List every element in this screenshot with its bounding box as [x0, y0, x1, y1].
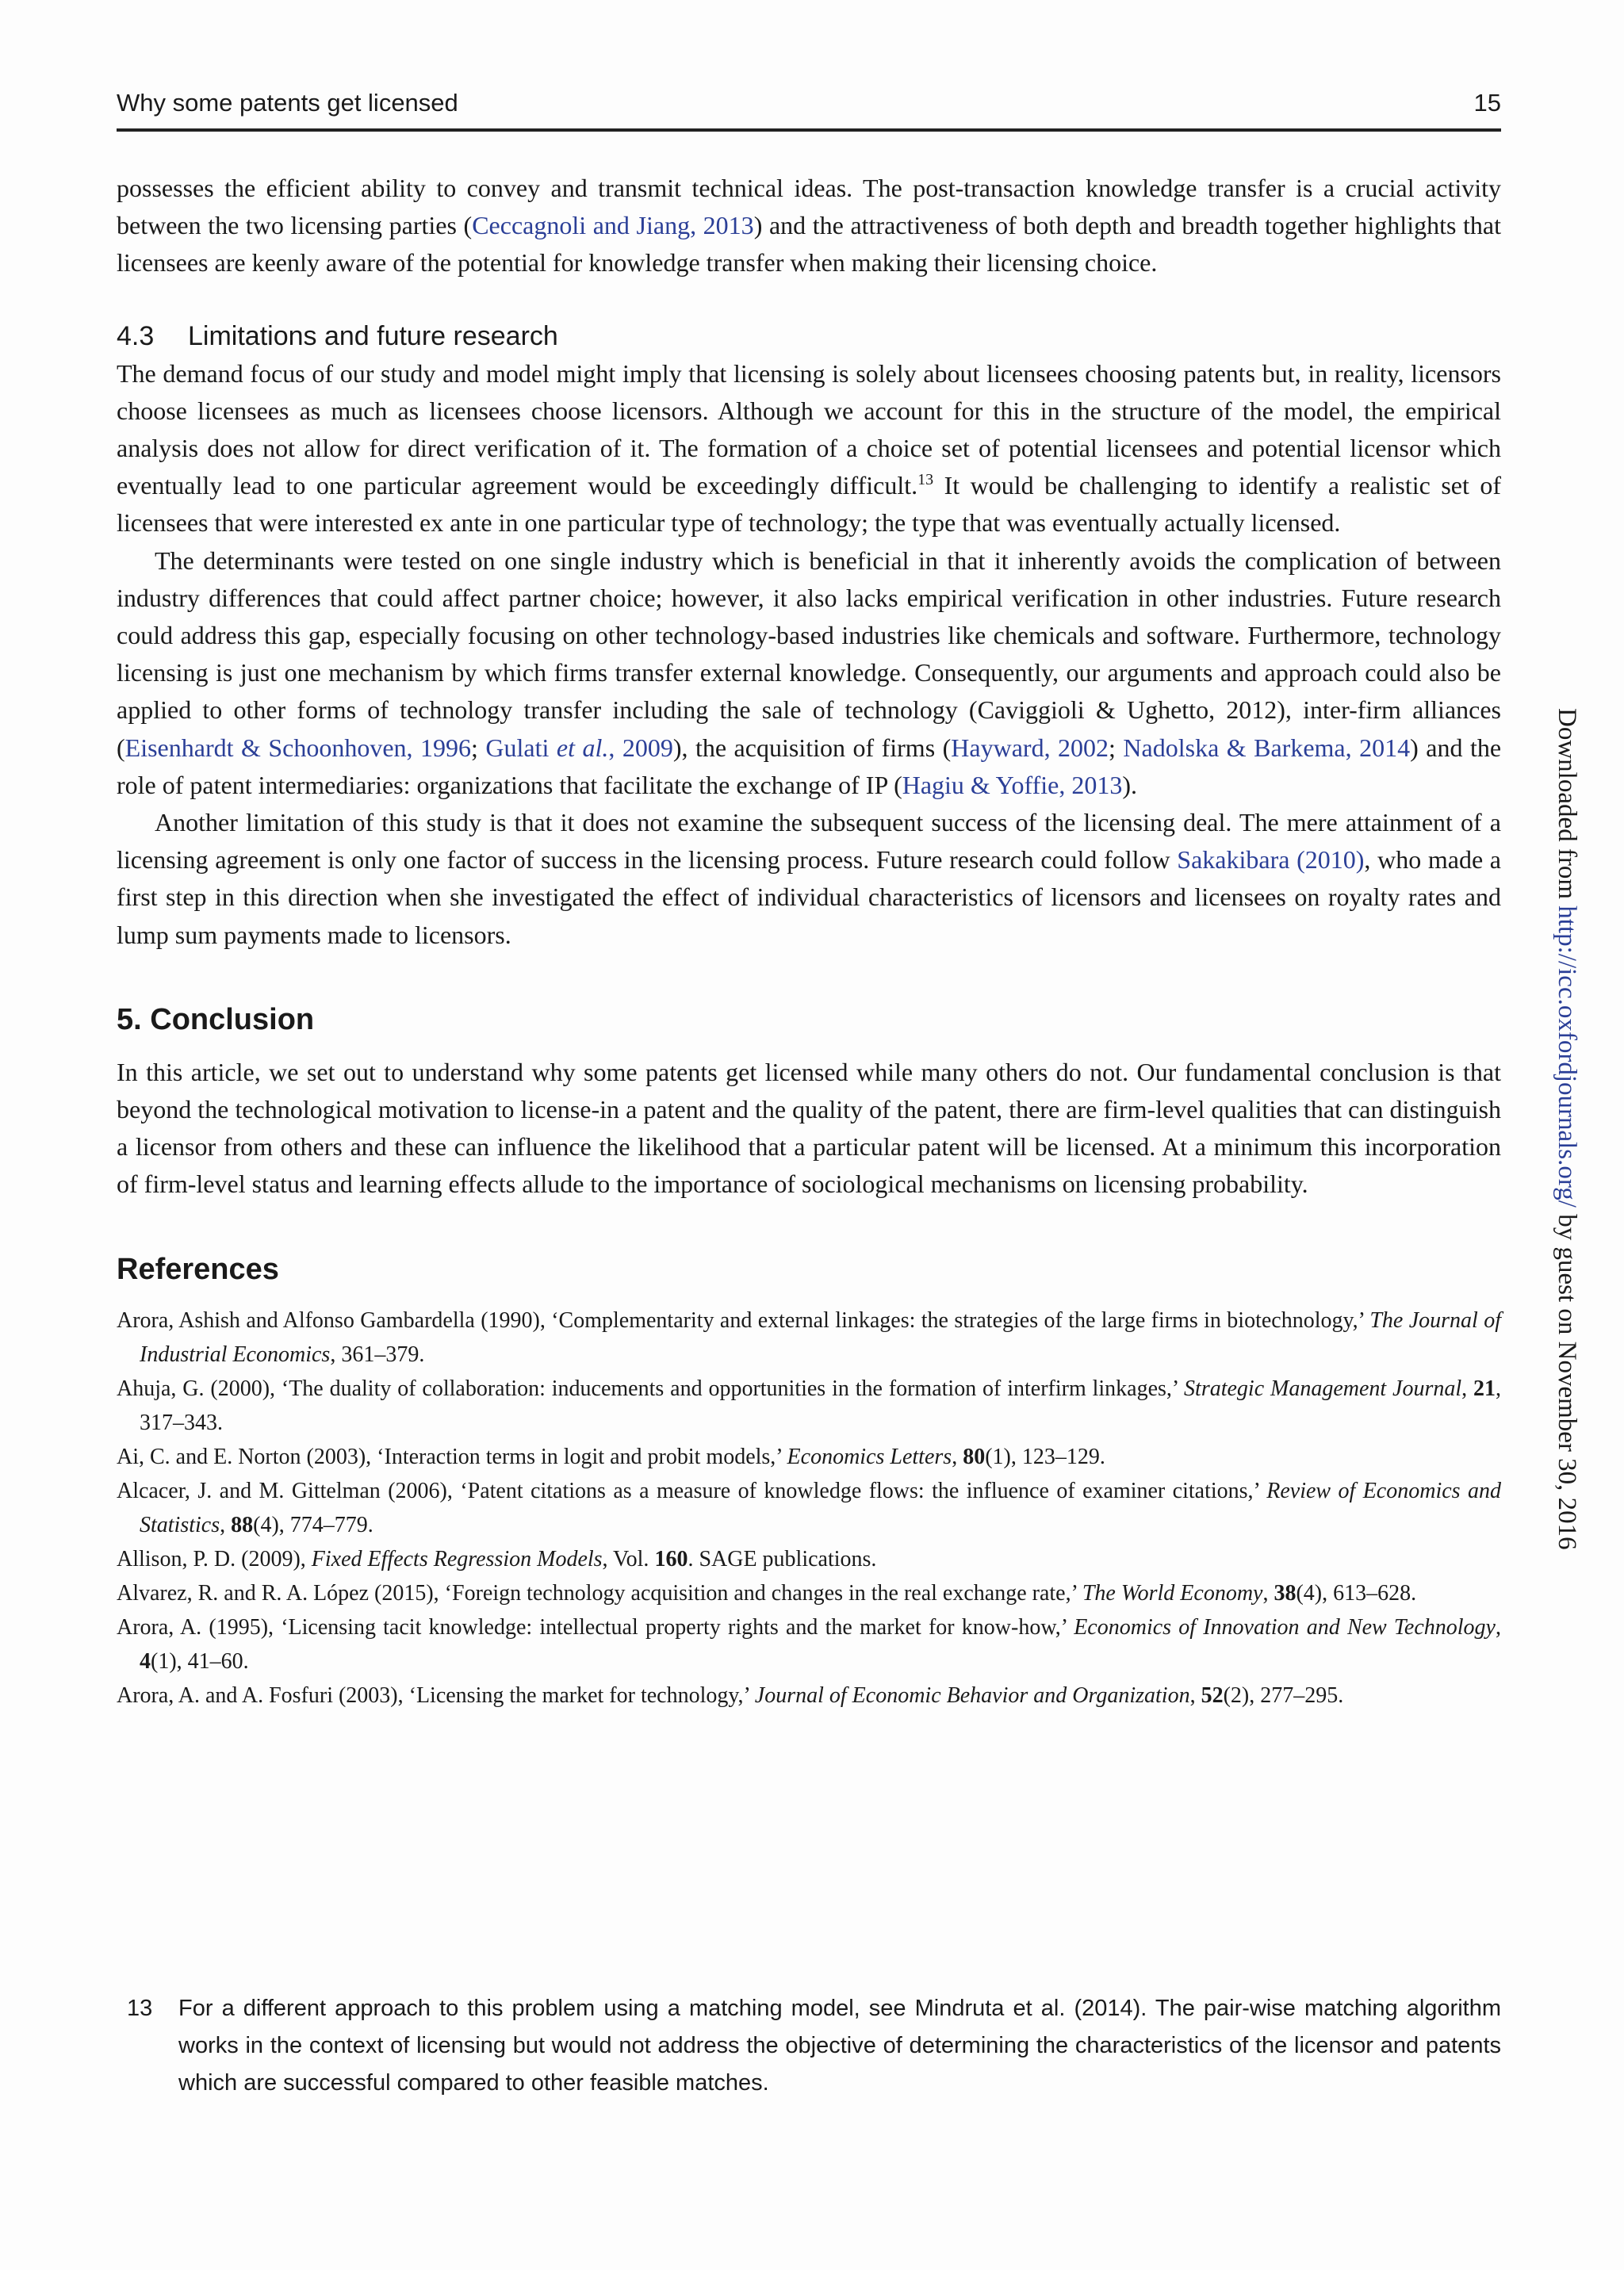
citation-nadolska-barkema[interactable]: Nadolska & Barkema, 2014	[1123, 733, 1411, 762]
download-watermark: Downloaded from http://icc.oxfordjournals.org/ by guest on November 30, 2016	[1553, 708, 1581, 1550]
running-title: Why some patents get licensed	[117, 89, 458, 117]
citation-hagiu-yoffie[interactable]: Hagiu & Yoffie, 2013	[902, 770, 1123, 799]
citation-gulati[interactable]: Gulati et al., 2009	[485, 733, 673, 762]
citation-ceccagnoli-jiang[interactable]: Ceccagnoli and Jiang, 2013	[472, 211, 754, 240]
journal-link[interactable]: http://icc.oxfordjournals.org/	[1553, 905, 1581, 1208]
running-header	[117, 89, 1501, 132]
section-heading-conclusion: 5. Conclusion	[117, 1002, 315, 1036]
references-heading: References	[117, 1252, 279, 1286]
reference-item: Alvarez, R. and R. A. López (2015), ‘Foreign technology acquisition and changes in the real exchange rate,’ The World Economy, 38(4), 613–628.	[117, 1580, 1417, 1606]
citation-hayward[interactable]: Hayward, 2002	[951, 733, 1109, 762]
reference-list	[117, 1303, 1501, 1713]
footnote-marker[interactable]: 13	[917, 471, 934, 489]
reference-item: Ahuja, G. (2000), ‘The duality of collaboration: inducements and opportunities in the formation of interfirm linkages,’ Strategic Management Journal, 21, 317–343.	[117, 1376, 1502, 1435]
reference-item: Arora, A. and A. Fosfuri (2003), ‘Licensing the market for technology,’ Journal of Economic Behavior and Organization, 52(2), 277–295.	[117, 1682, 1344, 1708]
paragraph-knowledge-transfer: possesses the efficient ability to convey and transmit technical ideas. The post-transaction knowledge transfer is a crucial activity between the two licensing parties (Ceccagnoli and Jiang, 2013) and the attractiveness of both depth and breadth together highlights that licensees are keenly aware of the potential for knowledge transfer when making their licensing choice.	[117, 174, 1502, 278]
reference-item: Alcacer, J. and M. Gittelman (2006), ‘Patent citations as a measure of knowledge flows: the influence of examiner citations,’ Review of Economics and Statistics, 88(4), 774–779.	[117, 1478, 1501, 1537]
section-heading-4-3: 4.3 Limitations and future research	[117, 320, 558, 351]
reference-item: Arora, Ashish and Alfonso Gambardella (1990), ‘Complementarity and external linkages: the strategies of the large firms in biotechnology,’ The Journal of Industrial Economics, 361–379.	[117, 1307, 1501, 1367]
reference-item: Allison, P. D. (2009), Fixed Effects Regression Models, Vol. 160. SAGE publications.	[117, 1546, 877, 1571]
paragraph-conclusion: In this article, we set out to understand why some patents get licensed while many others do not. Our fundamental conclusion is that beyond the technological motivation to license-in a patent and the quality of the patent, there are firm-level qualities that can distinguish a licensor from others and these can influence the likelihood that a particular patent will be licensed. At a minimum this incorporation of firm-level status and learning effects allude to the importance of sociological mechanisms on licensing probability.	[117, 1057, 1501, 1199]
paragraph-determinants: The determinants were tested on one single industry which is beneficial in that it inherently avoids the complication of between industry differences that could affect partner choice; however, it also lacks empirical verification in other industries. Future research could address this gap, especially focusing on other technology-based industries like chemicals and software. Furthermore, technology licensing is just one mechanism by which firms transfer external knowledge. Consequently, our arguments and approach could also be applied to other forms of technology transfer including the sale of technology (Caviggioli & Ughetto, 2012), inter-firm alliances (Eisenhardt & Schoonhoven, 1996; Gulati et al., 2009), the acquisition of firms (Hayward, 2002; Nadolska & Barkema, 2014) and the role of patent intermediaries: organizations that facilitate the exchange of IP (Hagiu & Yoffie, 2013).	[117, 545, 1502, 799]
article-body	[117, 170, 1501, 1713]
footnote-text: For a different approach to this problem using a matching model, see Mindruta et al. (2014). The pair-wise matching algorithm works in the context of licensing but would not address the objective of determining the characteristics of the licensor and patents which are successful compared to other feasible matches.	[178, 1996, 1501, 2096]
paragraph-limitation: Another limitation of this study is that it does not examine the subsequent success of the licensing deal. The mere attainment of a licensing agreement is only one factor of success in the licensing process. Future research could follow Sakakibara (2010), who made a first step in this direction when she investigated the effect of individual characteristics of licensors and licensees on royalty rates and lump sum payments made to licensors.	[117, 808, 1502, 949]
page-number: 15	[1473, 89, 1501, 117]
citation-sakakibara[interactable]: Sakakibara (2010)	[1177, 845, 1365, 875]
citation-eisenhardt-schoonhoven[interactable]: Eisenhardt & Schoonhoven, 1996	[124, 733, 472, 762]
reference-item: Arora, A. (1995), ‘Licensing tacit knowledge: intellectual property rights and the market for know-how,’ Economics of Innovation and New Technology, 4(1), 41–60.	[117, 1614, 1501, 1674]
paragraph-demand-focus: The demand focus of our study and model might imply that licensing is solely about licensees choosing patents but, in reality, licensors choose licensees as much as licensees choose licensors. Although we account for this in the structure of the model, the empirical analysis does not allow for direct verification of it. The formation of a choice set of potential licensees and potential licensor which eventually lead to one particular agreement would be exceedingly difficult.$^{13}$ It would be challenging to identify a realistic set of licensees that were interested ex ante in one particular type of technology; the type that was eventually actually licensed.	[117, 358, 1502, 538]
footnote-number: 13	[127, 1996, 153, 2021]
reference-item: Ai, C. and E. Norton (2003), ‘Interaction terms in logit and probit models,’ Economics Letters, 80(1), 123–129.	[117, 1444, 1105, 1469]
footnote-13	[127, 1990, 1501, 2102]
